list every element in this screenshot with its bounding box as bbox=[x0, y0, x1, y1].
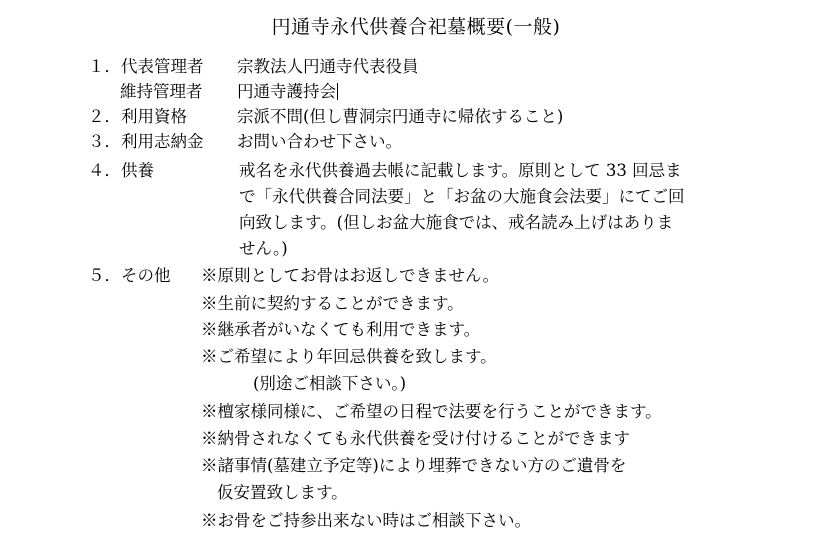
other-label: ５．その他 bbox=[88, 266, 171, 285]
kuyo-line: で「永代供養合同法要」と「お盆の大施食会法要」にてご回 bbox=[239, 187, 685, 206]
qual-label: ２．利用資格 bbox=[88, 107, 187, 126]
kuyo-line: 向致します。(但しお盆大施食では、戒名読み上げはありま bbox=[239, 213, 674, 232]
rep-value: 宗教法人円通寺代表役員 bbox=[237, 57, 419, 76]
other-line: ※原則としてお骨はお返しできません。 bbox=[201, 266, 499, 285]
maint-label: 維持管理者 bbox=[120, 82, 203, 101]
maint-value-wrap[interactable] bbox=[237, 82, 338, 102]
other-line: ※納骨されなくても永代供養を受け付けることができます bbox=[201, 429, 630, 448]
fee-value: お問い合わせ下さい。 bbox=[237, 132, 402, 151]
kuyo-label: ４．供養 bbox=[88, 161, 154, 180]
other-line: ※檀家様同様に、ご希望の日程で法要を行うことができます。 bbox=[201, 402, 662, 421]
other-line: 仮安置致します。 bbox=[217, 483, 348, 502]
rep-label: １．代表管理者 bbox=[88, 57, 204, 76]
other-line: ※諸事情(墓建立予定等)により埋葬できない方のご遺骨を bbox=[201, 456, 627, 475]
page-title: 円通寺永代供養合祀墓概要(一般) bbox=[271, 16, 561, 38]
other-line: (別途ご相談下さい。) bbox=[253, 374, 407, 393]
other-line: ※お骨をご持参出来ない時はご相談下さい。 bbox=[201, 511, 531, 530]
kuyo-line: せん。) bbox=[239, 239, 288, 258]
qual-value: 宗派不問(但し曹洞宗円通寺に帰依すること) bbox=[237, 107, 564, 126]
other-line: ※生前に契約することができます。 bbox=[201, 294, 464, 313]
fee-label: ３．利用志納金 bbox=[88, 132, 204, 151]
text-cursor bbox=[337, 83, 338, 100]
other-line: ※継承者がいなくても利用できます。 bbox=[201, 320, 481, 339]
maint-value: 円通寺護持会 bbox=[237, 82, 336, 101]
other-line: ※ご希望により年回忌供養を致します。 bbox=[201, 347, 497, 366]
kuyo-line: 戒名を永代供養過去帳に記載します。原則として 33 回忌ま bbox=[239, 161, 682, 180]
